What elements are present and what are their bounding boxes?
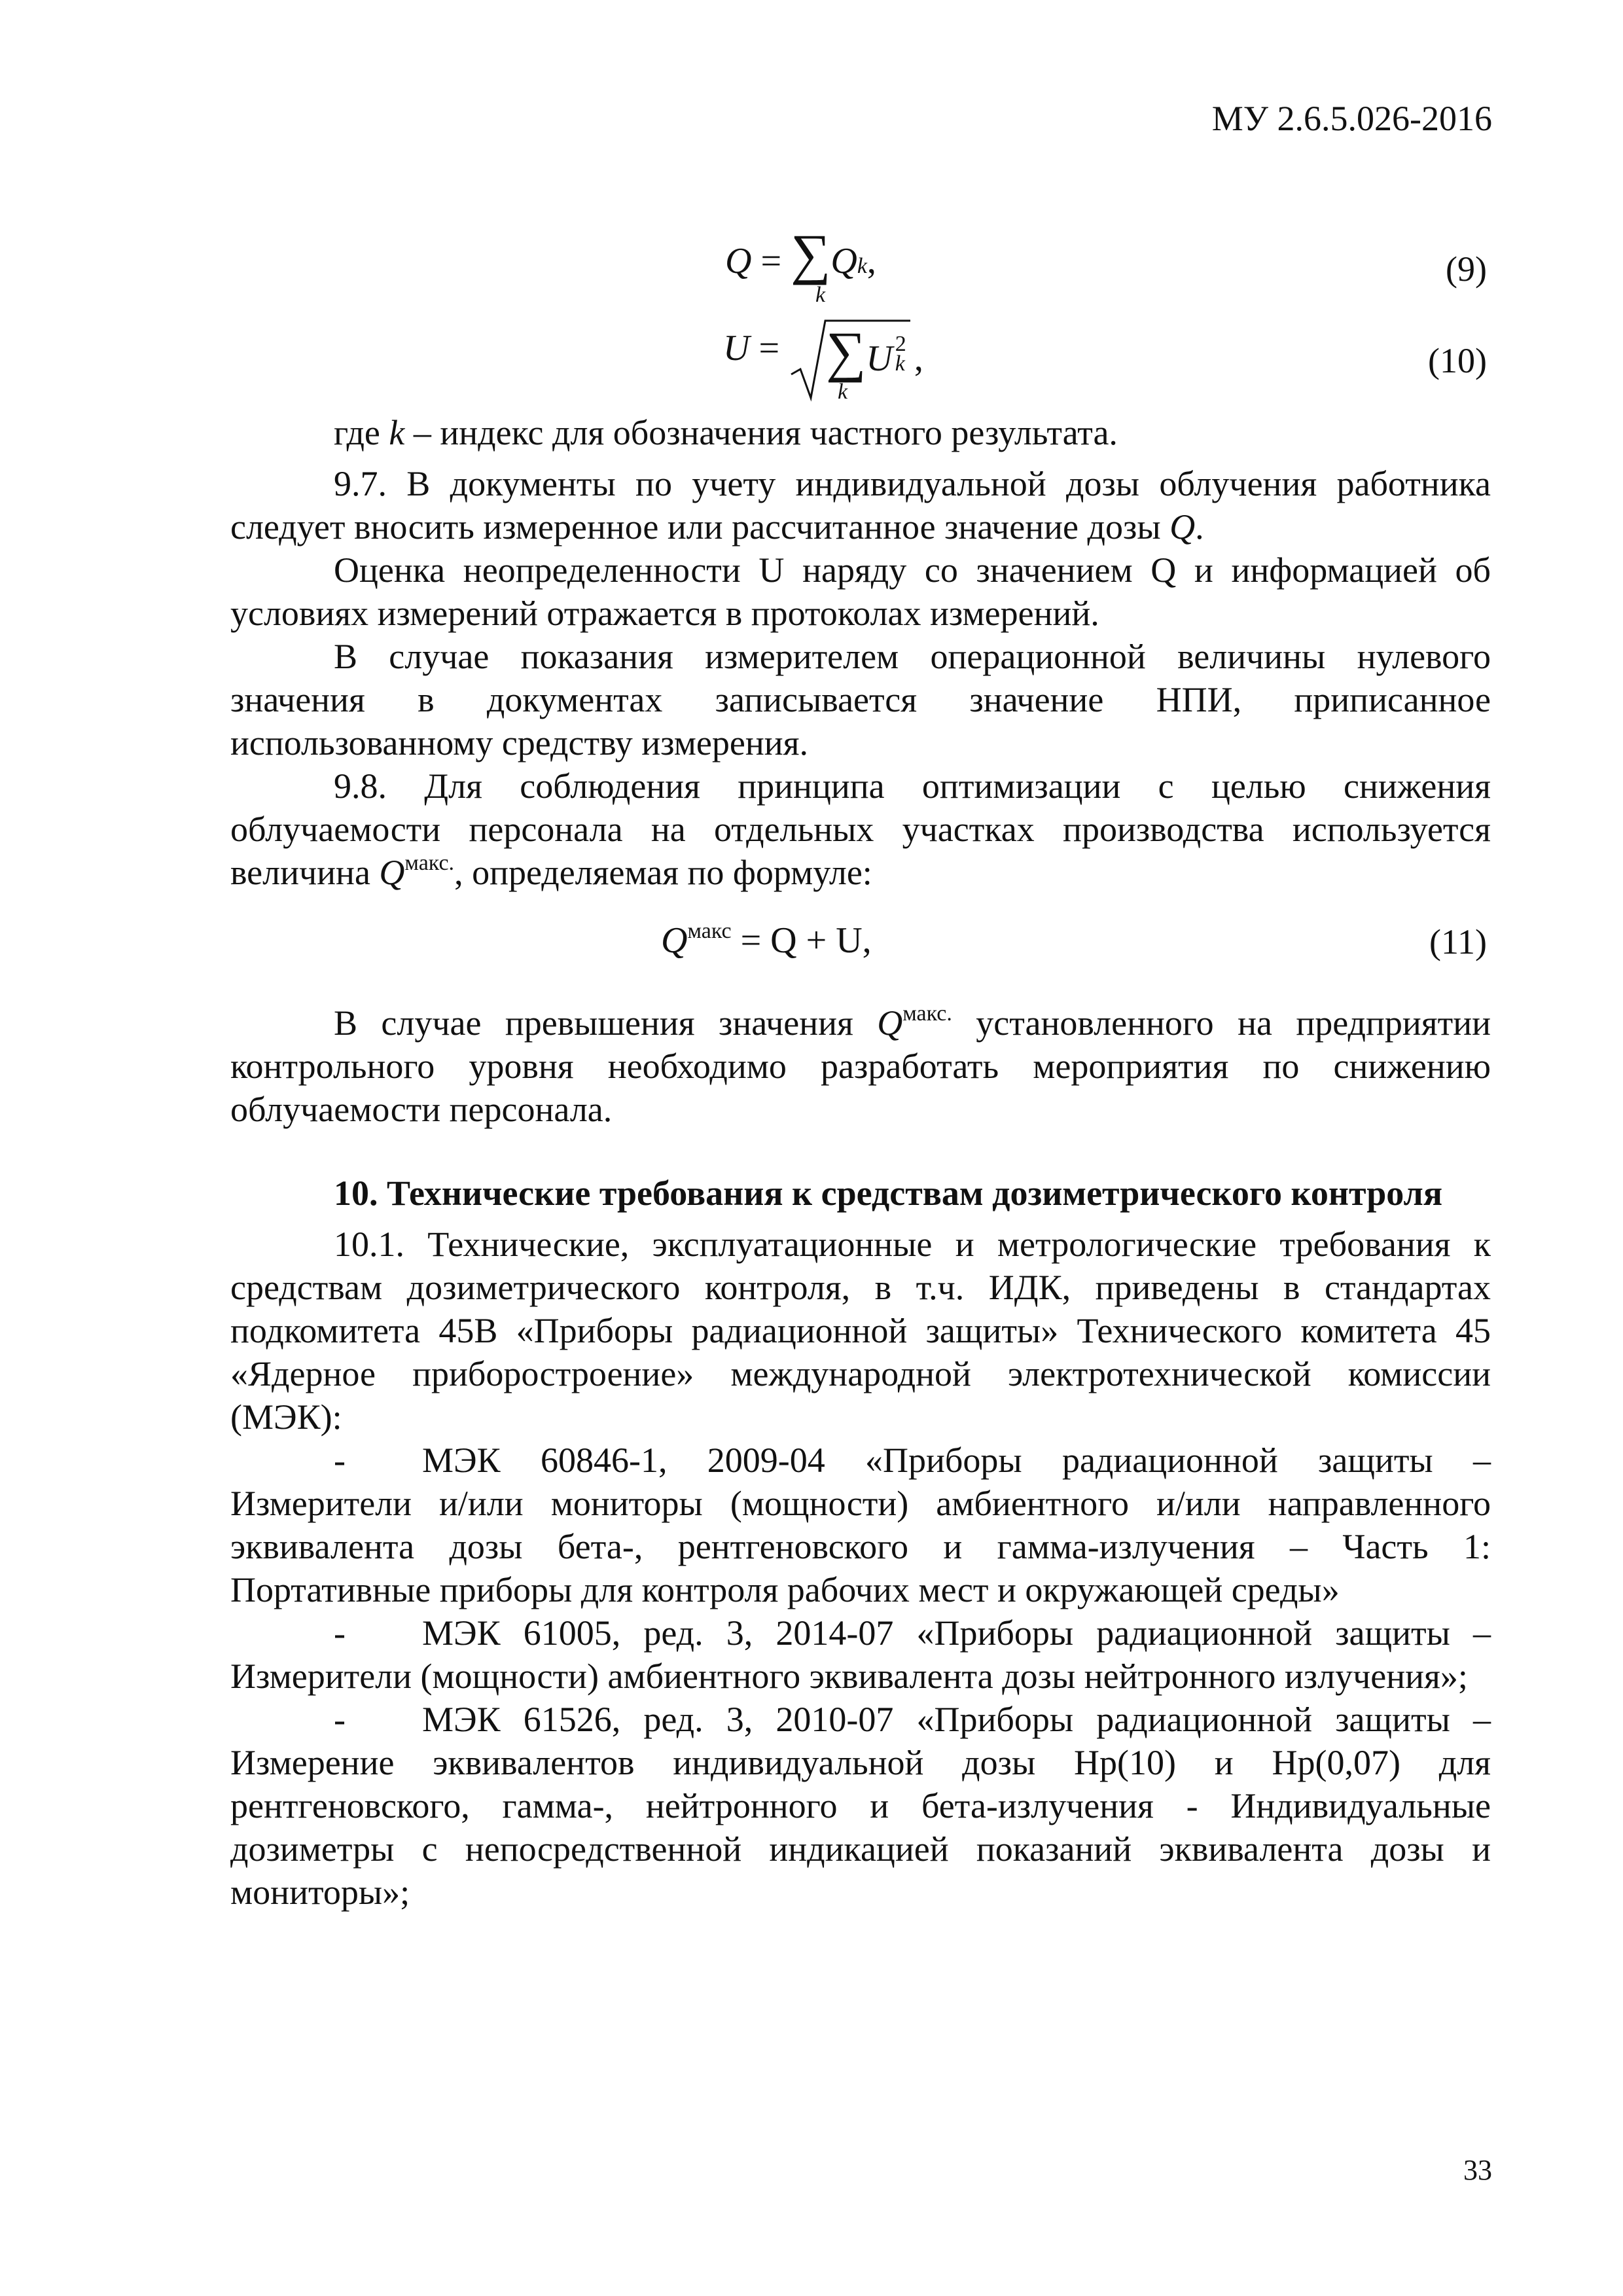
paragraph-9-8 — [230, 764, 1491, 894]
paragraph-exceed-variable: Q — [877, 1003, 903, 1043]
list-dash: - — [334, 1441, 346, 1480]
formula-10-scripts — [893, 332, 906, 376]
section-10-heading: 10. Технические требования к средствам дозиметрического контроля — [334, 1174, 1443, 1213]
paragraph-exceed-end: установленного на предприятии контрольного уровня необходимо разработать мероприятия по снижению облучаемости персонала. — [230, 1003, 1491, 1129]
list-item — [230, 1611, 1491, 1698]
body-text-block-1 — [230, 411, 1491, 894]
where-k-paragraph — [230, 411, 1491, 454]
formula-10-term: U — [866, 338, 893, 379]
formula-9 — [725, 223, 876, 285]
list-item-text: МЭК 61005, ред. 3, 2014-07 «Приборы радиационной защиты – Измерители (мощности) амбиентного эквивалента дозы нейтронного излучения»; — [230, 1613, 1491, 1696]
formula-10-comma: , — [914, 338, 923, 379]
where-k-text: – индекс для обозначения частного результата. — [404, 413, 1118, 452]
formula-10-equals: = — [758, 328, 780, 368]
formula-9-comma: , — [866, 241, 876, 281]
formula-9-sum-index: k — [815, 283, 826, 307]
formula-11-number: (11) — [1429, 922, 1487, 961]
paragraph-9-8-superscript: макс. — [404, 851, 455, 875]
paragraph-9-8-text: 9.8. Для соблюдения принципа оптимизации с целью снижения облучаемости персонала на отдельных участках производства используется величина — [230, 766, 1491, 892]
page-number: 33 — [1463, 2154, 1492, 2186]
list-item-text: МЭК 60846-1, 2009-04 «Приборы радиационной защиты – Измерители и/или мониторы (мощности) амбиентного и/или направленного эквивалента дозы бета-, рентгеновского и гамма-излучения – Часть 1: Портативные приборы для контроля рабочих мест и окружающей среды» — [230, 1441, 1491, 1609]
formula-9-term: Q — [830, 241, 857, 281]
list-item — [230, 1439, 1491, 1611]
paragraph-9-7 — [230, 462, 1491, 548]
formula-10-subscript: k — [895, 351, 905, 376]
paragraph-9-7-variable: Q — [1169, 507, 1196, 547]
formula-9-equals: = — [760, 241, 782, 281]
formula-9-lhs: Q — [725, 241, 752, 281]
list-item — [230, 1698, 1491, 1914]
where-k-variable: k — [389, 413, 405, 452]
paragraph-9-7-end: . — [1195, 507, 1204, 547]
list-item-text: МЭК 61526, ред. 3, 2010-07 «Приборы радиационной защиты – Измерение эквивалентов индивидуальной дозы Hp(10) и Hp(0,07) для рентгеновского, гамма-, нейтронного и бета-излучения - Индивидуальные дозиметры с непосредственной индикацией показаний эквивалента дозы и мониторы»; — [230, 1700, 1491, 1912]
formula-11 — [661, 920, 872, 961]
body-text-block-2 — [230, 1001, 1491, 1914]
formula-9-subscript: k — [857, 254, 867, 278]
paragraph-exceed-superscript: макс. — [902, 1001, 952, 1026]
formula-11-lhs: Q — [661, 920, 688, 961]
sigma-symbol: ∑ — [826, 320, 866, 383]
paragraph-9-8-variable: Q — [379, 853, 405, 892]
list-dash: - — [334, 1613, 346, 1653]
paragraph-10-1: 10.1. Технические, эксплуатационные и метрологические требования к средствам дозиметрического контроля, в т.ч. ИДК, приведены в стандартах подкомитета 45В «Приборы радиационной защиты» Технического комитета 45 «Ядерное приборостроение» международной электротехнической комиссии (МЭК): — [230, 1225, 1491, 1437]
sigma-symbol: ∑ — [791, 223, 831, 285]
paragraph-exceed-text: В случае превышения значения — [334, 1003, 878, 1043]
formula-11-superscript: макс — [687, 919, 732, 943]
paragraph-exceed — [230, 1001, 1491, 1131]
where-k-prefix: где — [334, 413, 389, 452]
paragraph-9-8-end: , определяемая по формуле: — [454, 853, 872, 892]
formula-10-sum-index: k — [838, 380, 848, 404]
paragraph-9-7-text: 9.7. В документы по учету индивидуальной дозы облучения работника следует вносить измеренное или рассчитанное значение дозы — [230, 464, 1491, 547]
paragraph-9-7-zero-value: В случае показания измерителем операционной величины нулевого значения в документах записывается значение НПИ, приписанное использованному средству измерения. — [230, 637, 1491, 762]
formula-10-number: (10) — [1428, 341, 1487, 380]
formula-10-superscript: 2 — [895, 332, 906, 356]
list-dash: - — [334, 1700, 346, 1739]
formula-10-lhs: U — [723, 328, 750, 368]
formula-10 — [723, 327, 779, 369]
formula-10-radicand — [826, 320, 923, 383]
document-code-header: МУ 2.6.5.026-2016 — [1211, 99, 1492, 138]
paragraph-9-7-uncertainty: Оценка неопределенности U наряду со значением Q и информацией об условиях измерений отражается в протоколах измерений. — [230, 550, 1491, 633]
formula-11-rhs: = Q + U, — [740, 920, 872, 961]
formula-9-number: (9) — [1446, 249, 1487, 289]
